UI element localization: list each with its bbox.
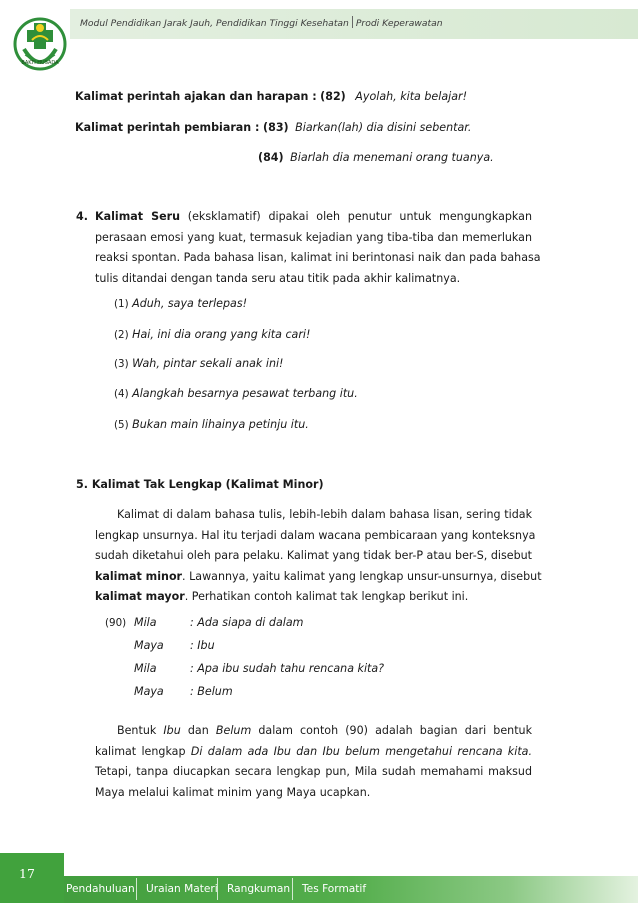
dialog-speaker: Maya bbox=[134, 685, 164, 698]
dialog-line: : Ibu bbox=[190, 639, 215, 652]
paragraph-line: Kalimat di dalam bahasa tulis, lebih-lebih dalam bahasa lisan, sering tidak bbox=[117, 508, 532, 521]
dialog-line: : Apa ibu sudah tahu rencana kita? bbox=[190, 662, 385, 675]
page-number: 17 bbox=[19, 866, 35, 881]
paragraph-line bbox=[95, 587, 532, 608]
nav-tes-formatif[interactable]: Tes Formatif bbox=[292, 878, 375, 900]
paragraph-line: lengkap unsurnya. Hal itu terjadi dalam wacana pembicaraan yang konteksnya bbox=[95, 528, 536, 542]
example-number: (1) bbox=[114, 298, 129, 310]
example-item bbox=[114, 354, 284, 374]
paragraph-line: reaksi spontan. Pada bahasa lisan, kalimat ini berintonasi naik dan pada bahasa bbox=[95, 251, 541, 264]
paragraph-line: sudah diketahui oleh para pelaku. Kalimat yang tidak ber-P atau ber-S, disebut bbox=[95, 549, 533, 562]
header-title: Modul Pendidikan Jarak Jauh, Pendidikan Tinggi Kesehatan bbox=[80, 18, 349, 29]
header-program: Prodi Keperawatan bbox=[355, 18, 443, 29]
term-belum: Belum bbox=[215, 724, 252, 737]
example-number: (3) bbox=[114, 358, 129, 370]
full-sentence-example: Di dalam ada Ibu dan Ibu belum mengetahui rencana kita. bbox=[190, 744, 532, 758]
example-number: (4) bbox=[114, 388, 129, 400]
section-5-marker: 5. bbox=[76, 478, 88, 491]
example-text: Biarlah dia menemani orang tuanya. bbox=[290, 151, 494, 164]
paragraph-text: dan bbox=[187, 724, 209, 737]
section-4-marker: 4. bbox=[76, 210, 88, 223]
imperative-label: Kalimat perintah pembiaran : bbox=[75, 121, 260, 134]
example-text: Ayolah, kita belajar! bbox=[355, 90, 468, 103]
example-number: (5) bbox=[114, 419, 129, 431]
dialog-line: : Belum bbox=[190, 685, 233, 698]
imperative-row-82 bbox=[75, 87, 467, 107]
example-text: Biarkan(lah) dia disini sebentar. bbox=[295, 121, 472, 134]
example-item bbox=[114, 294, 247, 314]
term-ibu: Ibu bbox=[163, 724, 181, 737]
section-4-term: Kalimat Seru bbox=[95, 210, 181, 223]
paragraph-text: Bentuk bbox=[117, 724, 157, 737]
dialog-speaker: Maya bbox=[134, 639, 164, 652]
example-number: (82) bbox=[320, 90, 346, 103]
example-text: Aduh, saya terlepas! bbox=[132, 297, 248, 310]
example-number: (83) bbox=[263, 121, 289, 134]
section-5-paragraph-1 bbox=[95, 505, 542, 608]
paragraph-text: . Lawannya, yaitu kalimat yang lengkap unsur-unsurnya, disebut bbox=[182, 569, 542, 583]
imperative-row-84 bbox=[258, 148, 494, 168]
paragraph-line: perasaan emosi yang kuat, termasuk kejadian yang tiba-tiba dan memerlukan bbox=[95, 230, 532, 244]
term-kalimat-minor: kalimat minor bbox=[95, 569, 183, 583]
nav-pendahuluan[interactable]: Pendahuluan bbox=[66, 883, 135, 895]
nav-uraian-materi[interactable]: Uraian Materi bbox=[136, 878, 227, 900]
paragraph-text: dalam contoh (90) adalah bagian dari bentuk bbox=[258, 724, 533, 737]
dialog-line: : Ada siapa di dalam bbox=[190, 616, 304, 629]
example-text: Wah, pintar sekali anak ini! bbox=[132, 357, 284, 370]
nav-rangkuman[interactable]: Rangkuman bbox=[217, 878, 299, 900]
imperative-label: Kalimat perintah ajakan dan harapan : bbox=[75, 90, 317, 103]
dialog-number: (90) bbox=[105, 617, 127, 629]
paragraph-line bbox=[95, 721, 532, 742]
paragraph-line: Tetapi, tanpa diucapkan secara lengkap pun, Mila sudah memahami maksud bbox=[95, 765, 532, 778]
paragraph-line bbox=[95, 207, 532, 228]
paragraph-text: kalimat lengkap bbox=[95, 744, 186, 758]
logo-text: BAKTI HUSADA bbox=[21, 60, 59, 66]
dialog-speaker: Mila bbox=[134, 662, 157, 675]
example-item bbox=[114, 384, 358, 404]
example-number: (2) bbox=[114, 329, 129, 341]
paragraph-line: Maya melalui kalimat minim yang Maya ucapkan. bbox=[95, 785, 371, 799]
example-item bbox=[114, 415, 309, 435]
example-text: Hai, ini dia orang yang kita cari! bbox=[132, 328, 311, 341]
term-kalimat-mayor: kalimat mayor bbox=[95, 590, 185, 603]
example-text: Bukan main lihainya petinju itu. bbox=[132, 418, 309, 431]
example-item bbox=[114, 325, 310, 345]
paragraph-line: tulis ditandai dengan tanda seru atau titik pada akhir kalimatnya. bbox=[95, 271, 461, 285]
dialog-speaker: Mila bbox=[134, 616, 157, 629]
example-text: Alangkah besarnya pesawat terbang itu. bbox=[132, 387, 358, 400]
section-5-paragraph-2 bbox=[95, 721, 532, 803]
paragraph-text: . Perhatikan contoh kalimat tak lengkap berikut ini. bbox=[184, 590, 469, 603]
imperative-row-83 bbox=[75, 118, 471, 138]
section-4-paragraph bbox=[95, 207, 541, 289]
example-number: (84) bbox=[258, 151, 284, 164]
paragraph-line bbox=[95, 567, 542, 588]
paragraph-line bbox=[95, 742, 532, 763]
paragraph-text: (eksklamatif) dipakai oleh penutur untuk mengungkapkan bbox=[187, 210, 532, 223]
section-5-heading bbox=[76, 475, 324, 495]
section-5-title: Kalimat Tak Lengkap (Kalimat Minor) bbox=[91, 478, 324, 491]
